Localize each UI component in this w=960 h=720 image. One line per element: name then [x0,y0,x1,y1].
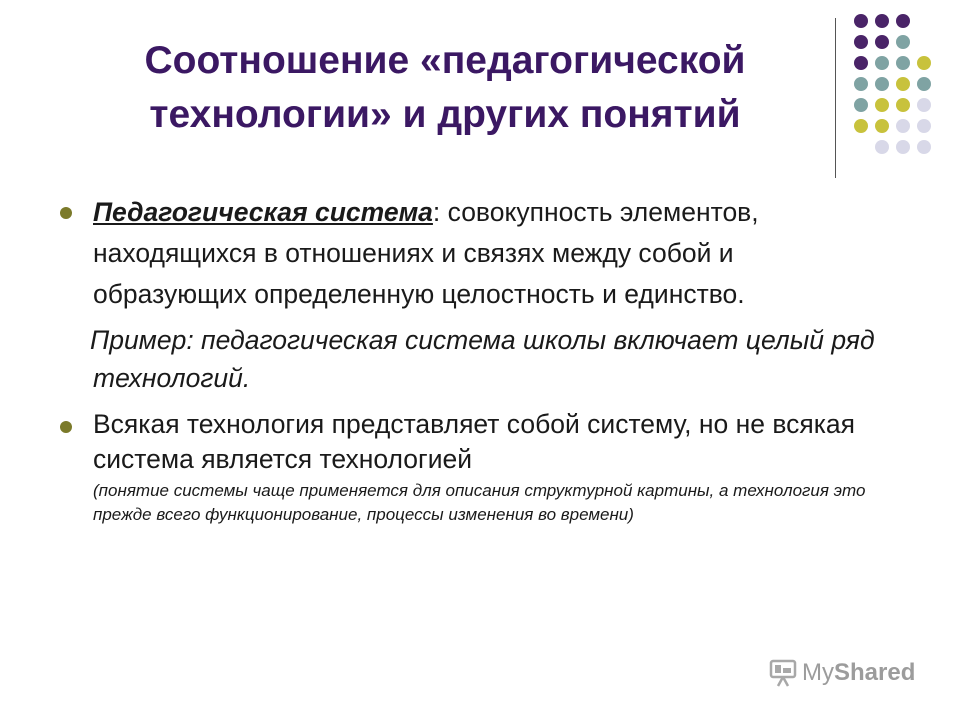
bullet-icon [60,421,72,433]
technology-note: (понятие системы чаще применяется для описания структурной картины, а технология это прежде всего функционирование, процессы изменения во времени) [93,481,866,524]
technology-statement: Всякая технология представляет собой систему, но не всякая система является технологией [93,409,855,474]
definition-text: : совокупность элементов, находящихся в отношениях и связях между собой и образующих определенную целостность и единство. [93,197,759,309]
bullet-item-technology-system [60,407,890,527]
title-line-2: технологии» и других понятий [149,93,741,136]
myshared-watermark [768,658,915,688]
watermark-my: My [802,659,834,686]
dot [917,77,931,91]
title-line-1: Соотношение «педагогической [144,39,746,82]
dot [896,56,910,70]
dot [917,56,931,70]
dot [854,35,868,49]
dot [917,119,931,133]
presentation-board-icon [768,658,798,688]
dot [875,98,889,112]
dot [896,140,910,154]
dot [875,56,889,70]
dot [854,119,868,133]
dot [896,77,910,91]
dot [854,56,868,70]
decorative-dot-grid [846,10,936,160]
bullet-icon [60,207,72,219]
dot [854,98,868,112]
dot [896,98,910,112]
example-text: Пример: педагогическая система школы включает целый ряд технологий. [90,325,875,393]
dot [875,14,889,28]
dot [854,77,868,91]
dot [896,14,910,28]
dot [896,119,910,133]
slide-title [60,34,830,142]
dot [875,77,889,91]
dot [875,119,889,133]
watermark-text [802,659,915,687]
dot [854,14,868,28]
watermark-shared: Shared [834,659,916,686]
dot [896,35,910,49]
dot [917,98,931,112]
vertical-divider [835,18,836,178]
slide-body [60,192,890,527]
dot [875,140,889,154]
term-pedagogical-system: Педагогическая система [93,197,433,227]
dot [917,140,931,154]
dot [875,35,889,49]
bullet-item-pedagogical-system [60,192,890,315]
